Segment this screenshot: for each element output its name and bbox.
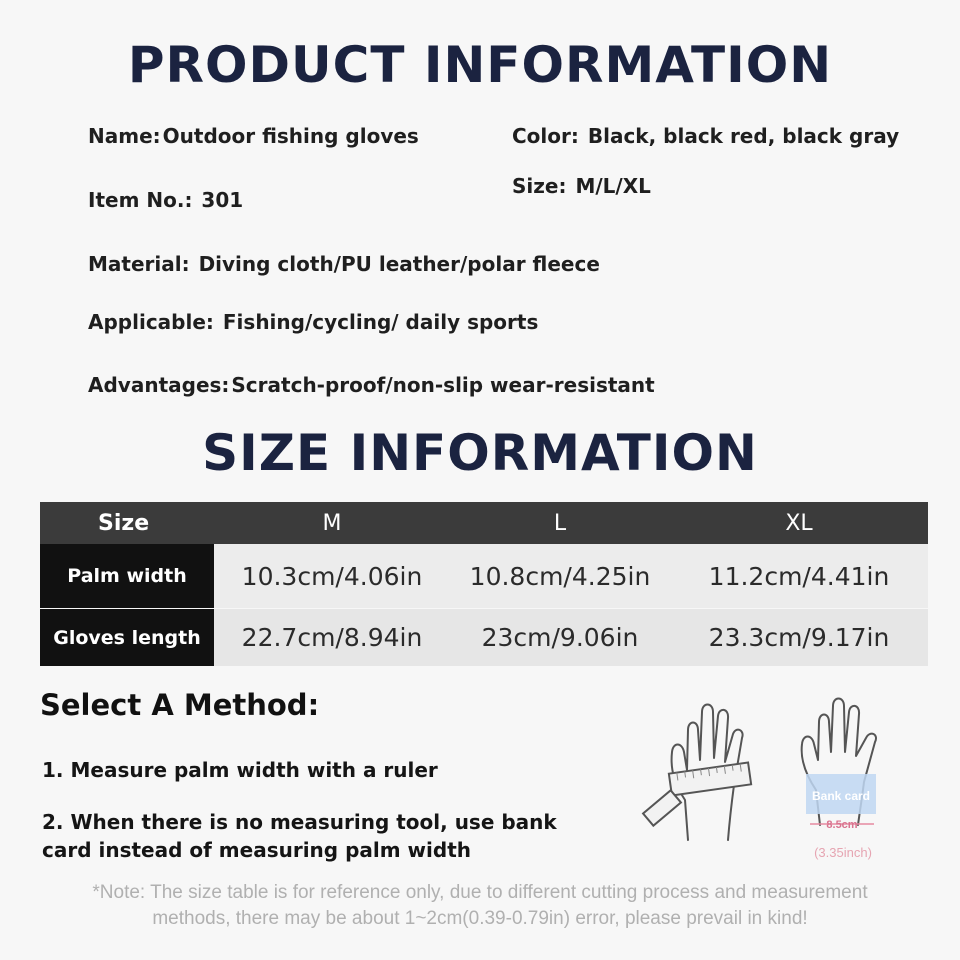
name-label: Name:	[88, 124, 161, 148]
table-row	[40, 544, 928, 608]
info-advantages	[88, 373, 655, 397]
material-value: Diving cloth/PU leather/polar fleece	[198, 252, 600, 276]
info-item-no	[88, 188, 243, 212]
header-l: L	[553, 510, 567, 536]
note-line-1: *Note: The size table is for reference only, due to different cutting process and measurement	[92, 882, 868, 903]
cell-palm-l: 10.8cm/4.25in	[469, 561, 651, 591]
method-step-2-line-2: card instead of measuring palm width	[42, 838, 471, 862]
cell-palm-xl: 11.2cm/4.41in	[708, 561, 890, 591]
header-xl: XL	[785, 510, 813, 536]
info-applicable	[88, 310, 538, 334]
row-label-gloves-length: Gloves length	[40, 609, 214, 666]
cell-length-m: 22.7cm/8.94in	[241, 623, 423, 652]
material-label: Material:	[88, 252, 190, 276]
cell-palm-m: 10.3cm/4.06in	[241, 561, 423, 591]
size-information-title: SIZE INFORMATION	[202, 424, 758, 482]
product-information-title: PRODUCT INFORMATION	[127, 36, 833, 94]
bank-card-label: Bank card	[811, 789, 871, 803]
info-name	[88, 124, 419, 148]
item-value: 301	[201, 188, 244, 212]
card-width-label: 8.5cm	[826, 819, 858, 831]
cell-length-xl: 23.3cm/9.17in	[708, 623, 890, 652]
ruler-icon	[643, 763, 751, 826]
size-value: M/L/XL	[575, 174, 651, 198]
header-m: M	[322, 510, 342, 536]
method-title: Select A Method:	[40, 688, 320, 722]
table-row	[40, 608, 928, 666]
info-color	[512, 124, 899, 148]
name-value: Outdoor fishing gloves	[162, 124, 419, 148]
applicable-value: Fishing/cycling/ daily sports	[222, 310, 539, 334]
info-size	[512, 174, 651, 198]
method-step-2-line-1: 2. When there is no measuring tool, use bank	[42, 810, 557, 834]
advantages-value: Scratch-proof/non-slip wear-resistant	[231, 373, 655, 397]
size-note	[0, 880, 960, 932]
size-label: Size:	[512, 174, 567, 198]
cell-length-l: 23cm/9.06in	[481, 623, 639, 652]
item-label: Item No.:	[88, 188, 193, 212]
advantages-label: Advantages:	[88, 373, 230, 397]
card-inch-label: (3.35inch)	[814, 845, 872, 860]
method-step-1: 1. Measure palm width with a ruler	[42, 758, 438, 782]
size-table	[40, 502, 928, 666]
note-line-2: methods, there may be about 1~2cm(0.39-0.79in) error, please prevail in kind!	[152, 908, 808, 929]
color-value: Black, black red, black gray	[587, 124, 900, 148]
applicable-label: Applicable:	[88, 310, 214, 334]
hand-measurement-illustration	[630, 690, 930, 870]
table-header-row	[40, 502, 928, 544]
method-step-2	[42, 808, 602, 864]
color-label: Color:	[512, 124, 579, 148]
row-label-palm-width: Palm width	[40, 544, 214, 608]
info-material	[88, 252, 600, 276]
header-size: Size	[40, 502, 214, 544]
